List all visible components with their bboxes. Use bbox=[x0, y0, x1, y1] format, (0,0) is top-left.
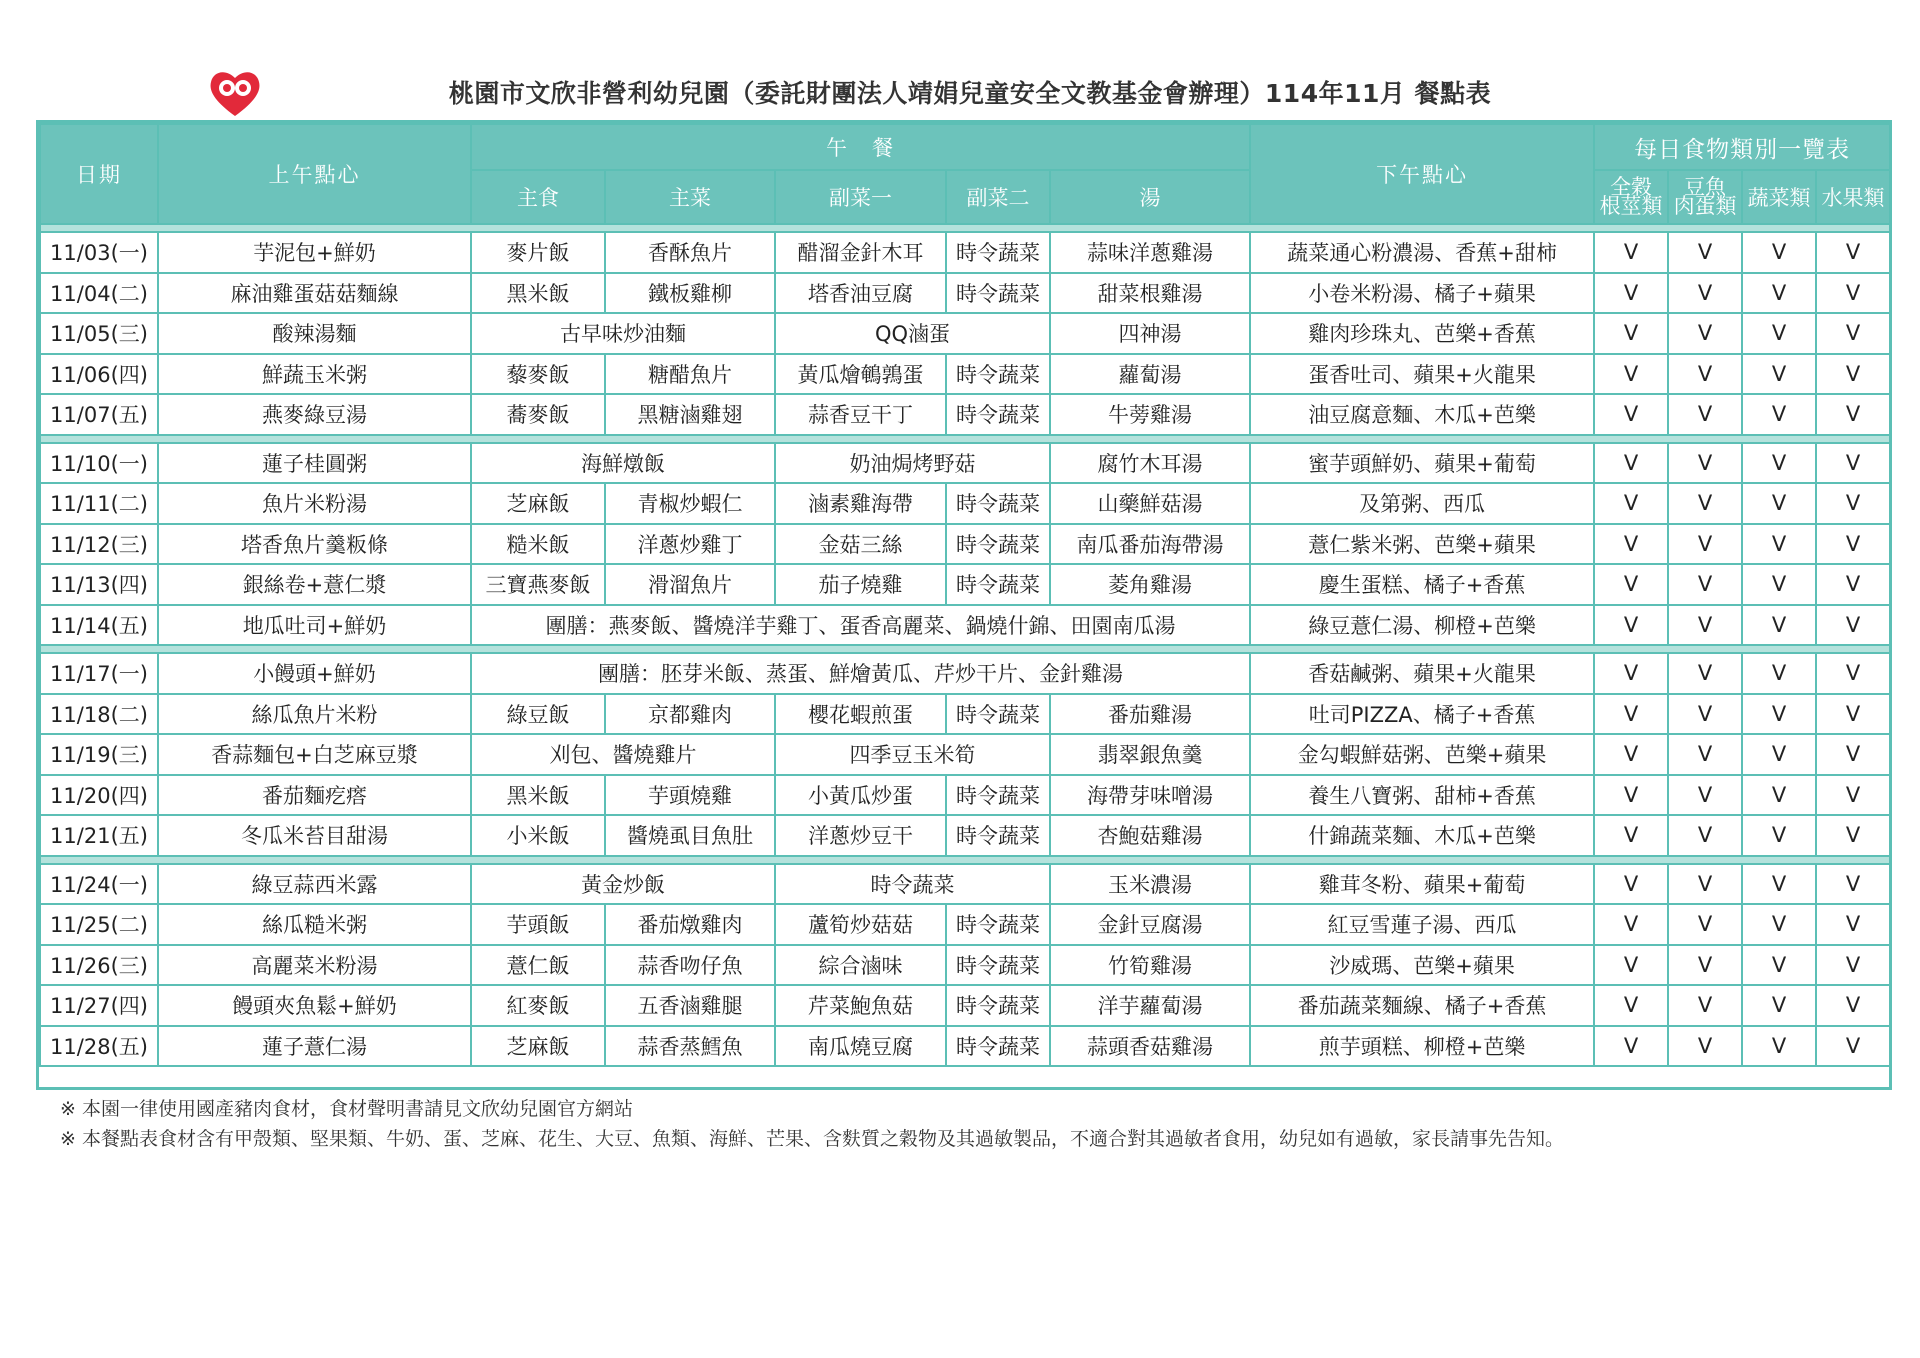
side-dish-2-cell: 時令蔬菜 bbox=[946, 694, 1050, 735]
date-cell: 11/10(一) bbox=[40, 443, 158, 484]
side-dish-2-cell: 時令蔬菜 bbox=[946, 564, 1050, 605]
date-cell: 11/11(二) bbox=[40, 483, 158, 524]
main-dish-cell: 醬燒虱目魚肚 bbox=[605, 815, 775, 856]
fruit-check-cell: V bbox=[1816, 945, 1890, 986]
week-separator bbox=[40, 435, 1890, 443]
side-dish-1-cell: 塔香油豆腐 bbox=[775, 273, 946, 314]
header-side-dish-1: 副菜一 bbox=[775, 170, 946, 224]
menu-sheet bbox=[36, 120, 1892, 1090]
side-dish-1-cell: 洋蔥炒豆干 bbox=[775, 815, 946, 856]
vegetable-check-cell: V bbox=[1742, 605, 1816, 646]
fruit-check-cell: V bbox=[1816, 653, 1890, 694]
afternoon-snack-cell: 及第粥、西瓜 bbox=[1250, 483, 1594, 524]
table-row bbox=[40, 605, 1890, 646]
vegetable-check-cell: V bbox=[1742, 564, 1816, 605]
grains-check-cell: V bbox=[1594, 354, 1668, 395]
main-dish-cell: 糖醋魚片 bbox=[605, 354, 775, 395]
protein-check-cell: V bbox=[1668, 313, 1742, 354]
date-cell: 11/03(一) bbox=[40, 232, 158, 273]
header-grains-line2: 根莖類 bbox=[1599, 194, 1663, 218]
afternoon-snack-cell: 紅豆雪蓮子湯、西瓜 bbox=[1250, 904, 1594, 945]
table-row bbox=[40, 443, 1890, 484]
table-row bbox=[40, 354, 1890, 395]
grains-check-cell: V bbox=[1594, 734, 1668, 775]
week-separator-cell bbox=[40, 645, 1890, 653]
vegetable-check-cell: V bbox=[1742, 1026, 1816, 1067]
date-cell: 11/06(四) bbox=[40, 354, 158, 395]
header-soup: 湯 bbox=[1050, 170, 1250, 224]
menu-body bbox=[40, 224, 1890, 1066]
protein-check-cell: V bbox=[1668, 864, 1742, 905]
morning-snack-cell: 酸辣湯麵 bbox=[158, 313, 471, 354]
table-row bbox=[40, 524, 1890, 565]
grains-check-cell: V bbox=[1594, 605, 1668, 646]
vegetable-check-cell: V bbox=[1742, 904, 1816, 945]
fruit-check-cell: V bbox=[1816, 394, 1890, 435]
footnotes bbox=[60, 1094, 1880, 1154]
grains-check-cell: V bbox=[1594, 443, 1668, 484]
soup-cell: 蒜頭香菇雞湯 bbox=[1050, 1026, 1250, 1067]
week-separator-cell bbox=[40, 856, 1890, 864]
grains-check-cell: V bbox=[1594, 653, 1668, 694]
fruit-check-cell: V bbox=[1816, 775, 1890, 816]
fruit-check-cell: V bbox=[1816, 1026, 1890, 1067]
side-dish-1-cell: 滷素雞海帶 bbox=[775, 483, 946, 524]
afternoon-snack-cell: 慶生蛋糕、橘子+香蕉 bbox=[1250, 564, 1594, 605]
page-title: 桃園市文欣非營利幼兒園（委託財團法人靖娟兒童安全文教基金會辦理）114年11月 餐點表 bbox=[448, 79, 1492, 108]
vegetable-check-cell: V bbox=[1742, 864, 1816, 905]
table-row bbox=[40, 815, 1890, 856]
date-cell: 11/21(五) bbox=[40, 815, 158, 856]
soup-cell: 四神湯 bbox=[1050, 313, 1250, 354]
table-row bbox=[40, 394, 1890, 435]
header-food-groups: 每日食物類別一覽表 bbox=[1594, 124, 1890, 170]
protein-check-cell: V bbox=[1668, 354, 1742, 395]
staple-cell: 藜麥飯 bbox=[471, 354, 605, 395]
vegetable-check-cell: V bbox=[1742, 524, 1816, 565]
morning-snack-cell: 絲瓜魚片米粉 bbox=[158, 694, 471, 735]
vegetable-check-cell: V bbox=[1742, 273, 1816, 314]
afternoon-snack-cell: 什錦蔬菜麵、木瓜+芭樂 bbox=[1250, 815, 1594, 856]
morning-snack-cell: 鮮蔬玉米粥 bbox=[158, 354, 471, 395]
header-grains bbox=[1594, 170, 1668, 224]
lunch-combined-main-cell: 黃金炒飯 bbox=[471, 864, 775, 905]
protein-check-cell: V bbox=[1668, 1026, 1742, 1067]
afternoon-snack-cell: 金勾蝦鮮菇粥、芭樂+蘋果 bbox=[1250, 734, 1594, 775]
vegetable-check-cell: V bbox=[1742, 775, 1816, 816]
soup-cell: 杏鮑菇雞湯 bbox=[1050, 815, 1250, 856]
side-dish-1-cell: 櫻花蝦煎蛋 bbox=[775, 694, 946, 735]
main-dish-cell: 蒜香蒸鱈魚 bbox=[605, 1026, 775, 1067]
morning-snack-cell: 綠豆蒜西米露 bbox=[158, 864, 471, 905]
date-cell: 11/18(二) bbox=[40, 694, 158, 735]
side-dish-2-cell: 時令蔬菜 bbox=[946, 775, 1050, 816]
table-row bbox=[40, 232, 1890, 273]
morning-snack-cell: 蓮子桂圓粥 bbox=[158, 443, 471, 484]
date-cell: 11/26(三) bbox=[40, 945, 158, 986]
soup-cell: 牛蒡雞湯 bbox=[1050, 394, 1250, 435]
staple-cell: 薏仁飯 bbox=[471, 945, 605, 986]
lunch-combined-side-cell: 時令蔬菜 bbox=[775, 864, 1050, 905]
grains-check-cell: V bbox=[1594, 564, 1668, 605]
header-date: 日期 bbox=[40, 124, 158, 224]
afternoon-snack-cell: 煎芋頭糕、柳橙+芭樂 bbox=[1250, 1026, 1594, 1067]
fruit-check-cell: V bbox=[1816, 605, 1890, 646]
protein-check-cell: V bbox=[1668, 443, 1742, 484]
week-separator-cell bbox=[40, 224, 1890, 232]
staple-cell: 黑米飯 bbox=[471, 273, 605, 314]
lunch-combined-main-cell: 古早味炒油麵 bbox=[471, 313, 775, 354]
morning-snack-cell: 銀絲卷+薏仁漿 bbox=[158, 564, 471, 605]
afternoon-snack-cell: 番茄蔬菜麵線、橘子+香蕉 bbox=[1250, 985, 1594, 1026]
header-fruits: 水果類 bbox=[1816, 170, 1890, 224]
side-dish-2-cell: 時令蔬菜 bbox=[946, 354, 1050, 395]
afternoon-snack-cell: 雞肉珍珠丸、芭樂+香蕉 bbox=[1250, 313, 1594, 354]
protein-check-cell: V bbox=[1668, 775, 1742, 816]
vegetable-check-cell: V bbox=[1742, 354, 1816, 395]
afternoon-snack-cell: 薏仁紫米粥、芭樂+蘋果 bbox=[1250, 524, 1594, 565]
grains-check-cell: V bbox=[1594, 1026, 1668, 1067]
fruit-check-cell: V bbox=[1816, 815, 1890, 856]
side-dish-1-cell: 蒜香豆干丁 bbox=[775, 394, 946, 435]
soup-cell: 玉米濃湯 bbox=[1050, 864, 1250, 905]
header-morning-snack: 上午點心 bbox=[158, 124, 471, 224]
main-dish-cell: 香酥魚片 bbox=[605, 232, 775, 273]
vegetable-check-cell: V bbox=[1742, 694, 1816, 735]
protein-check-cell: V bbox=[1668, 945, 1742, 986]
protein-check-cell: V bbox=[1668, 232, 1742, 273]
side-dish-2-cell: 時令蔬菜 bbox=[946, 232, 1050, 273]
main-dish-cell: 蒜香吻仔魚 bbox=[605, 945, 775, 986]
staple-cell: 芝麻飯 bbox=[471, 483, 605, 524]
header-afternoon-snack: 下午點心 bbox=[1250, 124, 1594, 224]
fruit-check-cell: V bbox=[1816, 985, 1890, 1026]
staple-cell: 麥片飯 bbox=[471, 232, 605, 273]
date-cell: 11/28(五) bbox=[40, 1026, 158, 1067]
date-cell: 11/17(一) bbox=[40, 653, 158, 694]
side-dish-1-cell: 蘆筍炒菇菇 bbox=[775, 904, 946, 945]
staple-cell: 紅麥飯 bbox=[471, 985, 605, 1026]
date-cell: 11/04(二) bbox=[40, 273, 158, 314]
side-dish-2-cell: 時令蔬菜 bbox=[946, 1026, 1050, 1067]
afternoon-snack-cell: 蜜芋頭鮮奶、蘋果+葡萄 bbox=[1250, 443, 1594, 484]
menu-table bbox=[39, 123, 1891, 1067]
protein-check-cell: V bbox=[1668, 653, 1742, 694]
vegetable-check-cell: V bbox=[1742, 443, 1816, 484]
vegetable-check-cell: V bbox=[1742, 232, 1816, 273]
protein-check-cell: V bbox=[1668, 273, 1742, 314]
soup-cell: 蘿蔔湯 bbox=[1050, 354, 1250, 395]
side-dish-2-cell: 時令蔬菜 bbox=[946, 524, 1050, 565]
side-dish-2-cell: 時令蔬菜 bbox=[946, 985, 1050, 1026]
grains-check-cell: V bbox=[1594, 232, 1668, 273]
header-side-dish-2: 副菜二 bbox=[946, 170, 1050, 224]
grains-check-cell: V bbox=[1594, 985, 1668, 1026]
table-row bbox=[40, 653, 1890, 694]
date-cell: 11/20(四) bbox=[40, 775, 158, 816]
morning-snack-cell: 高麗菜米粉湯 bbox=[158, 945, 471, 986]
table-row bbox=[40, 904, 1890, 945]
grains-check-cell: V bbox=[1594, 394, 1668, 435]
side-dish-1-cell: 醋溜金針木耳 bbox=[775, 232, 946, 273]
protein-check-cell: V bbox=[1668, 904, 1742, 945]
soup-cell: 甜菜根雞湯 bbox=[1050, 273, 1250, 314]
lunch-combined-side-cell: QQ滷蛋 bbox=[775, 313, 1050, 354]
staple-cell: 糙米飯 bbox=[471, 524, 605, 565]
soup-cell: 洋芋蘿蔔湯 bbox=[1050, 985, 1250, 1026]
header-grains-line1: 全穀 bbox=[1610, 175, 1653, 199]
grains-check-cell: V bbox=[1594, 313, 1668, 354]
fruit-check-cell: V bbox=[1816, 443, 1890, 484]
table-row bbox=[40, 273, 1890, 314]
table-row bbox=[40, 313, 1890, 354]
fruit-check-cell: V bbox=[1816, 904, 1890, 945]
fruit-check-cell: V bbox=[1816, 354, 1890, 395]
date-cell: 11/07(五) bbox=[40, 394, 158, 435]
staple-cell: 芝麻飯 bbox=[471, 1026, 605, 1067]
main-dish-cell: 五香滷雞腿 bbox=[605, 985, 775, 1026]
side-dish-2-cell: 時令蔬菜 bbox=[946, 945, 1050, 986]
morning-snack-cell: 芋泥包+鮮奶 bbox=[158, 232, 471, 273]
soup-cell: 腐竹木耳湯 bbox=[1050, 443, 1250, 484]
table-row bbox=[40, 864, 1890, 905]
table-row bbox=[40, 775, 1890, 816]
table-row bbox=[40, 694, 1890, 735]
protein-check-cell: V bbox=[1668, 483, 1742, 524]
morning-snack-cell: 冬瓜米苔目甜湯 bbox=[158, 815, 471, 856]
main-dish-cell: 鐵板雞柳 bbox=[605, 273, 775, 314]
morning-snack-cell: 地瓜吐司+鮮奶 bbox=[158, 605, 471, 646]
soup-cell: 翡翠銀魚羹 bbox=[1050, 734, 1250, 775]
vegetable-check-cell: V bbox=[1742, 483, 1816, 524]
vegetable-check-cell: V bbox=[1742, 945, 1816, 986]
protein-check-cell: V bbox=[1668, 605, 1742, 646]
side-dish-2-cell: 時令蔬菜 bbox=[946, 394, 1050, 435]
grains-check-cell: V bbox=[1594, 273, 1668, 314]
fruit-check-cell: V bbox=[1816, 273, 1890, 314]
vegetable-check-cell: V bbox=[1742, 653, 1816, 694]
side-dish-2-cell: 時令蔬菜 bbox=[946, 815, 1050, 856]
grains-check-cell: V bbox=[1594, 815, 1668, 856]
soup-cell: 菱角雞湯 bbox=[1050, 564, 1250, 605]
afternoon-snack-cell: 蛋香吐司、蘋果+火龍果 bbox=[1250, 354, 1594, 395]
fruit-check-cell: V bbox=[1816, 864, 1890, 905]
header-staple: 主食 bbox=[471, 170, 605, 224]
protein-check-cell: V bbox=[1668, 734, 1742, 775]
morning-snack-cell: 麻油雞蛋菇菇麵線 bbox=[158, 273, 471, 314]
morning-snack-cell: 番茄麵疙瘩 bbox=[158, 775, 471, 816]
week-separator bbox=[40, 856, 1890, 864]
date-cell: 11/27(四) bbox=[40, 985, 158, 1026]
grains-check-cell: V bbox=[1594, 904, 1668, 945]
soup-cell: 竹筍雞湯 bbox=[1050, 945, 1250, 986]
vegetable-check-cell: V bbox=[1742, 815, 1816, 856]
soup-cell: 海帶芽味噌湯 bbox=[1050, 775, 1250, 816]
main-dish-cell: 黑糖滷雞翅 bbox=[605, 394, 775, 435]
afternoon-snack-cell: 吐司PIZZA、橘子+香蕉 bbox=[1250, 694, 1594, 735]
vegetable-check-cell: V bbox=[1742, 313, 1816, 354]
morning-snack-cell: 絲瓜糙米粥 bbox=[158, 904, 471, 945]
date-cell: 11/05(三) bbox=[40, 313, 158, 354]
main-dish-cell: 番茄燉雞肉 bbox=[605, 904, 775, 945]
morning-snack-cell: 小饅頭+鮮奶 bbox=[158, 653, 471, 694]
staple-cell: 蕎麥飯 bbox=[471, 394, 605, 435]
table-row bbox=[40, 564, 1890, 605]
staple-cell: 黑米飯 bbox=[471, 775, 605, 816]
header-protein-line1: 豆魚 bbox=[1684, 175, 1727, 199]
fruit-check-cell: V bbox=[1816, 232, 1890, 273]
main-dish-cell: 滑溜魚片 bbox=[605, 564, 775, 605]
grains-check-cell: V bbox=[1594, 524, 1668, 565]
date-cell: 11/12(三) bbox=[40, 524, 158, 565]
morning-snack-cell: 燕麥綠豆湯 bbox=[158, 394, 471, 435]
lunch-combined-side-cell: 奶油焗烤野菇 bbox=[775, 443, 1050, 484]
soup-cell: 南瓜番茄海帶湯 bbox=[1050, 524, 1250, 565]
side-dish-2-cell: 時令蔬菜 bbox=[946, 483, 1050, 524]
protein-check-cell: V bbox=[1668, 394, 1742, 435]
side-dish-2-cell: 時令蔬菜 bbox=[946, 273, 1050, 314]
staple-cell: 三寶燕麥飯 bbox=[471, 564, 605, 605]
main-dish-cell: 京都雞肉 bbox=[605, 694, 775, 735]
morning-snack-cell: 蓮子薏仁湯 bbox=[158, 1026, 471, 1067]
afternoon-snack-cell: 蔬菜通心粉濃湯、香蕉+甜柿 bbox=[1250, 232, 1594, 273]
fruit-check-cell: V bbox=[1816, 313, 1890, 354]
morning-snack-cell: 塔香魚片羹粄條 bbox=[158, 524, 471, 565]
fruit-check-cell: V bbox=[1816, 524, 1890, 565]
afternoon-snack-cell: 香菇鹹粥、蘋果+火龍果 bbox=[1250, 653, 1594, 694]
header-main-dish: 主菜 bbox=[605, 170, 775, 224]
date-cell: 11/19(三) bbox=[40, 734, 158, 775]
protein-check-cell: V bbox=[1668, 694, 1742, 735]
side-dish-2-cell: 時令蔬菜 bbox=[946, 904, 1050, 945]
header-vegetables: 蔬菜類 bbox=[1742, 170, 1816, 224]
group-meal-cell: 團膳：燕麥飯、醬燒洋芋雞丁、蛋香高麗菜、鍋燒什錦、田園南瓜湯 bbox=[471, 605, 1250, 646]
grains-check-cell: V bbox=[1594, 864, 1668, 905]
grains-check-cell: V bbox=[1594, 483, 1668, 524]
fruit-check-cell: V bbox=[1816, 694, 1890, 735]
side-dish-1-cell: 芹菜鮑魚菇 bbox=[775, 985, 946, 1026]
group-meal-cell: 團膳：胚芽米飯、蒸蛋、鮮燴黃瓜、芹炒干片、金針雞湯 bbox=[471, 653, 1250, 694]
lunch-combined-main-cell: 刈包、醬燒雞片 bbox=[471, 734, 775, 775]
fruit-check-cell: V bbox=[1816, 483, 1890, 524]
week-separator bbox=[40, 224, 1890, 232]
week-separator-cell bbox=[40, 435, 1890, 443]
date-cell: 11/24(一) bbox=[40, 864, 158, 905]
protein-check-cell: V bbox=[1668, 564, 1742, 605]
soup-cell: 蒜味洋蔥雞湯 bbox=[1050, 232, 1250, 273]
side-dish-1-cell: 金菇三絲 bbox=[775, 524, 946, 565]
fruit-check-cell: V bbox=[1816, 734, 1890, 775]
side-dish-1-cell: 綜合滷味 bbox=[775, 945, 946, 986]
soup-cell: 番茄雞湯 bbox=[1050, 694, 1250, 735]
date-cell: 11/25(二) bbox=[40, 904, 158, 945]
table-row bbox=[40, 734, 1890, 775]
protein-check-cell: V bbox=[1668, 524, 1742, 565]
afternoon-snack-cell: 綠豆薏仁湯、柳橙+芭樂 bbox=[1250, 605, 1594, 646]
table-row bbox=[40, 985, 1890, 1026]
vegetable-check-cell: V bbox=[1742, 985, 1816, 1026]
table-row bbox=[40, 1026, 1890, 1067]
main-dish-cell: 青椒炒蝦仁 bbox=[605, 483, 775, 524]
fruit-check-cell: V bbox=[1816, 564, 1890, 605]
date-cell: 11/13(四) bbox=[40, 564, 158, 605]
afternoon-snack-cell: 小卷米粉湯、橘子+蘋果 bbox=[1250, 273, 1594, 314]
main-dish-cell: 洋蔥炒雞丁 bbox=[605, 524, 775, 565]
week-separator bbox=[40, 645, 1890, 653]
vegetable-check-cell: V bbox=[1742, 734, 1816, 775]
title-bar bbox=[0, 64, 1920, 120]
afternoon-snack-cell: 養生八寶粥、甜柿+香蕉 bbox=[1250, 775, 1594, 816]
soup-cell: 山藥鮮菇湯 bbox=[1050, 483, 1250, 524]
staple-cell: 芋頭飯 bbox=[471, 904, 605, 945]
table-row bbox=[40, 483, 1890, 524]
staple-cell: 綠豆飯 bbox=[471, 694, 605, 735]
date-cell: 11/14(五) bbox=[40, 605, 158, 646]
protein-check-cell: V bbox=[1668, 985, 1742, 1026]
header-protein bbox=[1668, 170, 1742, 224]
side-dish-1-cell: 小黃瓜炒蛋 bbox=[775, 775, 946, 816]
grains-check-cell: V bbox=[1594, 775, 1668, 816]
lunch-combined-main-cell: 海鮮燉飯 bbox=[471, 443, 775, 484]
grains-check-cell: V bbox=[1594, 694, 1668, 735]
staple-cell: 小米飯 bbox=[471, 815, 605, 856]
heart-logo-icon bbox=[205, 64, 265, 120]
table-row bbox=[40, 945, 1890, 986]
protein-check-cell: V bbox=[1668, 815, 1742, 856]
afternoon-snack-cell: 雞茸冬粉、蘋果+葡萄 bbox=[1250, 864, 1594, 905]
header-lunch: 午 餐 bbox=[471, 124, 1250, 170]
morning-snack-cell: 香蒜麵包+白芝麻豆漿 bbox=[158, 734, 471, 775]
side-dish-1-cell: 茄子燒雞 bbox=[775, 564, 946, 605]
side-dish-1-cell: 南瓜燒豆腐 bbox=[775, 1026, 946, 1067]
lunch-combined-side-cell: 四季豆玉米筍 bbox=[775, 734, 1050, 775]
main-dish-cell: 芋頭燒雞 bbox=[605, 775, 775, 816]
soup-cell: 金針豆腐湯 bbox=[1050, 904, 1250, 945]
afternoon-snack-cell: 沙威瑪、芭樂+蘋果 bbox=[1250, 945, 1594, 986]
header-protein-line2: 肉蛋類 bbox=[1673, 194, 1737, 218]
morning-snack-cell: 饅頭夾魚鬆+鮮奶 bbox=[158, 985, 471, 1026]
grains-check-cell: V bbox=[1594, 945, 1668, 986]
footnote-pork: ※ 本園一律使用國產豬肉食材，食材聲明書請見文欣幼兒園官方網站 bbox=[60, 1098, 633, 1120]
afternoon-snack-cell: 油豆腐意麵、木瓜+芭樂 bbox=[1250, 394, 1594, 435]
side-dish-1-cell: 黃瓜燴鵪鶉蛋 bbox=[775, 354, 946, 395]
vegetable-check-cell: V bbox=[1742, 394, 1816, 435]
morning-snack-cell: 魚片米粉湯 bbox=[158, 483, 471, 524]
footnote-allergens: ※ 本餐點表食材含有甲殼類、堅果類、牛奶、蛋、芝麻、花生、大豆、魚類、海鮮、芒果、含麩質之穀物及其過敏製品，不適合對其過敏者食用，幼兒如有過敏，家長請事先告知。 bbox=[60, 1128, 1564, 1150]
